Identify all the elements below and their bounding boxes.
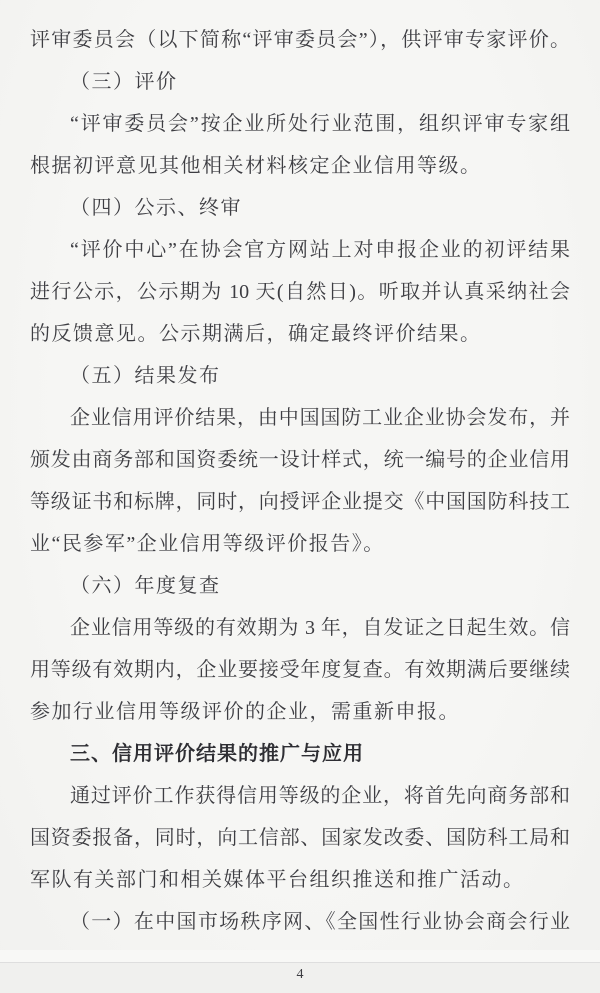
text-line: 参加行业信用等级评价的企业，需重新申报。 <box>30 701 460 723</box>
text-line: 颁发由商务部和国资委统一设计样式，统一编号的企业信用 <box>30 449 570 471</box>
text-line: 根据初评意见其他相关材料核定企业信用等级。 <box>30 155 482 177</box>
text-line: 通过评价工作获得信用等级的企业，将首先向商务部和 <box>70 785 570 807</box>
text-line: （一）在中国市场秩序网、《全国性行业协会商会行业 <box>70 911 570 933</box>
text-line: 国资委报备，同时，向工信部、国家发改委、国防科工局和 <box>30 827 570 849</box>
text-line: “评价中心”在协会官方网站上对申报企业的初评结果 <box>70 239 570 261</box>
text-line: 用等级有效期内，企业要接受年度复查。有效期满后要继续 <box>30 659 570 681</box>
text-line: 评审委员会（以下简称“评审委员会”），供评审专家评价。 <box>30 29 570 51</box>
text-line: 进行公示，公示期为 10 天(自然日)。听取并认真采纳社会 <box>30 281 570 303</box>
subsection-heading-6: （六）年度复查 <box>70 575 221 597</box>
page-number: 4 <box>296 967 304 982</box>
text-line: 业“民参军”企业信用等级评价报告》。 <box>30 533 385 555</box>
text-line: 企业信用等级的有效期为 3 年，自发证之日起生效。信 <box>70 617 570 639</box>
text-line: 的反馈意见。公示期满后，确定最终评价结果。 <box>30 323 482 345</box>
subsection-heading-4: （四）公示、终审 <box>70 197 242 219</box>
subsection-heading-5: （五）结果发布 <box>70 365 221 387</box>
text-line: 企业信用评价结果，由中国国防工业企业协会发布，并 <box>70 407 570 429</box>
text-line: 等级证书和标牌，同时，向授评企业提交《中国国防科技工 <box>30 491 570 513</box>
text-line: 军队有关部门和相关媒体平台组织推送和推广活动。 <box>30 869 525 891</box>
subsection-heading-3: （三）评价 <box>70 71 178 93</box>
text-line: “评审委员会”按企业所处行业范围，组织评审专家组 <box>70 113 570 135</box>
scan-light-band <box>0 950 600 962</box>
section-heading-3: 三、信用评价结果的推广与应用 <box>70 743 364 765</box>
document-body <box>30 19 570 943</box>
